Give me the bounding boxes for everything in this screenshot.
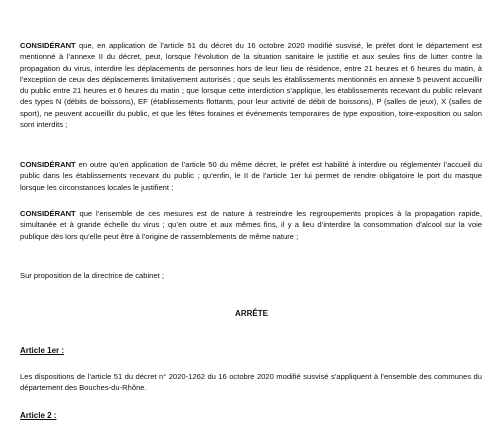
article-2-title: Article 2 : xyxy=(20,411,57,420)
decree-heading: ARRÊTE xyxy=(235,309,268,318)
paragraph-text: Sur proposition de la directrice de cabinet ; xyxy=(20,271,164,280)
article-1-text: Les dispositions de l’article 51 du décret n° 2020-1262 du 16 octobre 2020 modifié susvisé s’appliquent à l’ensemble des communes du département des Bouches-du-Rhône. xyxy=(20,372,482,393)
considerant-paragraph-1 xyxy=(20,40,482,130)
considerant-keyword: CONSIDÉRANT xyxy=(20,41,76,50)
paragraph-text: que, en application de l’article 51 du décret du 16 octobre 2020 modifié susvisé, le préfet dont le département est mentionné à l’annexe II du décret, peut, lorsque l’évolution de la situation sanitaire le justifie et aux seules fins de lutter contre la propagation du virus, interdire les déplacements de personnes hors de leur lieu de résidence, entre 21 heures et 6 heures du matin, à l’exception de ceux des déplacements limitativement autorisés ; que seuls les établissements mentionnés en annexe 5 peuvent accueillir du public entre 21 heures et 6 heures du matin ; que lorsque cette interdiction s’applique, les établissements recevant du public relevant des types N (débits de boissons), EF (établissements flottants, pour leur activité de débit de boissons), P (salles de jeux), X (salles de sport), ne peuvent accueillir du public, et que les fêtes foraines et événements temporaires de type exposition, toire-exposition ou salon sont interdits ; xyxy=(20,41,482,130)
paragraph-text: que l’ensemble de ces mesures est de nature à restreindre les regroupements propices à la propagation rapide, simultanée et à grande échelle du virus ; qu’en outre et aux mêmes fins, il y a lieu d’interdire la consommation d’alcool sur la voie publique dès lors qu’elle peut être à l’origine de rassemblements de même nature ; xyxy=(20,209,482,241)
considerant-keyword: CONSIDÉRANT xyxy=(20,209,76,218)
article-1-title: Article 1er : xyxy=(20,346,65,355)
proposition-paragraph xyxy=(20,270,482,281)
considerant-paragraph-3 xyxy=(20,208,482,242)
considerant-keyword: CONSIDÉRANT xyxy=(20,160,76,169)
considerant-paragraph-2 xyxy=(20,159,482,193)
paragraph-text: en outre qu’en application de l’article 50 du même décret, le préfet est habilité à interdire ou réglementer l’accueil du public dans les établissements recevant du public ; qu’enfin, le II de l’article 1er lui permet de rendre obligatoire le port du masque lorsque les circonstances locales le justifient ; xyxy=(20,160,482,192)
